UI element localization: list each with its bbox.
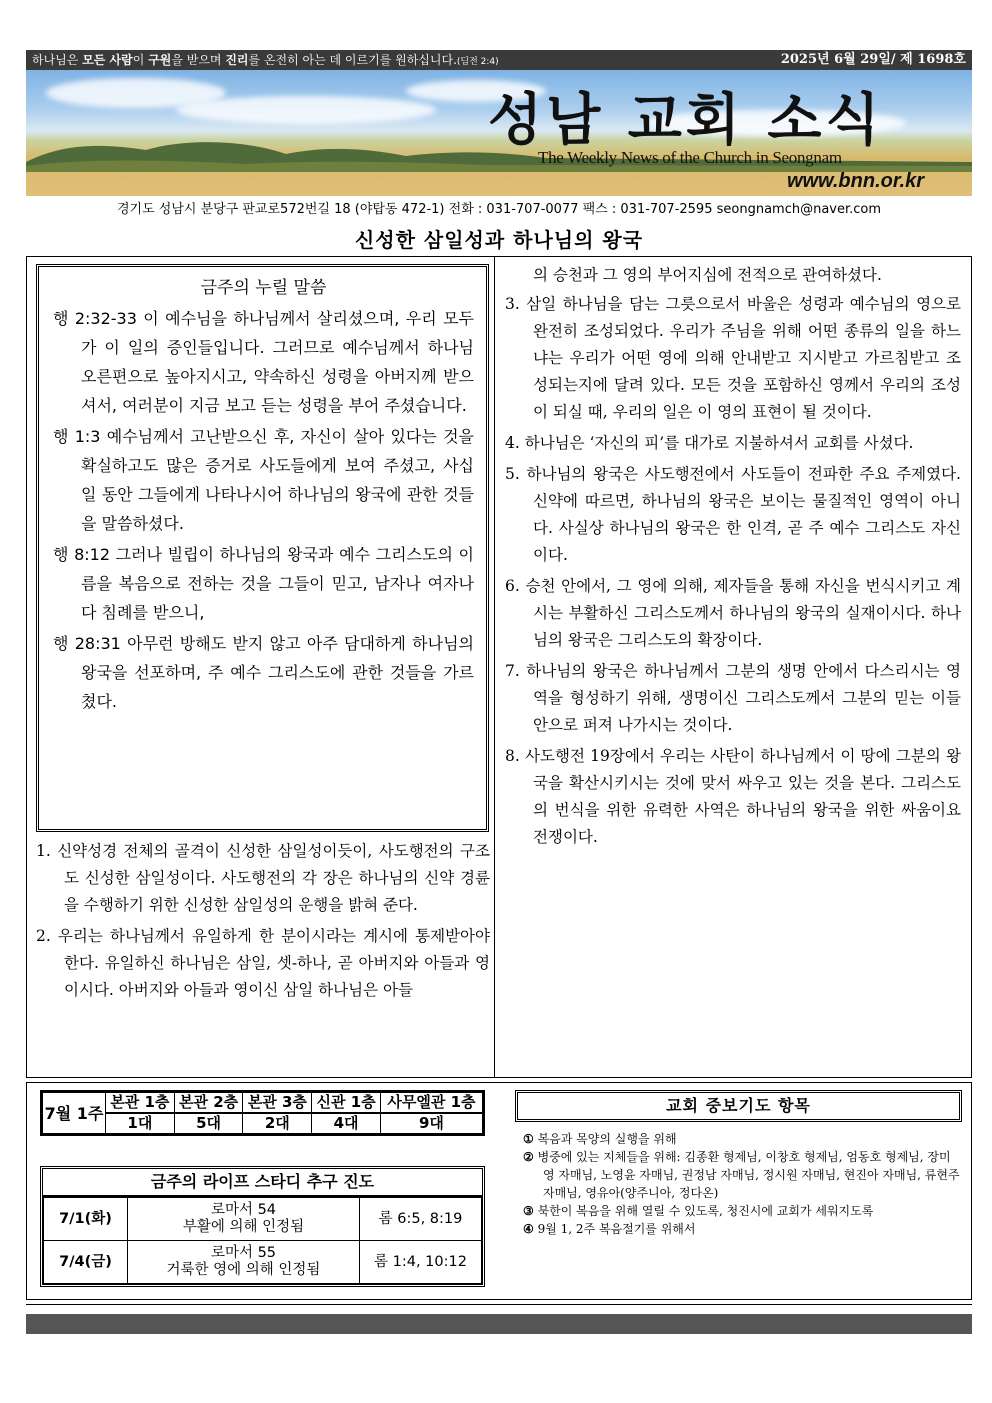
life-study-box <box>40 1166 485 1287</box>
prayer-box <box>515 1090 962 1290</box>
points-left <box>36 838 490 1008</box>
floor-value: 9대 <box>380 1113 483 1135</box>
study-date: 7/4(금) <box>44 1241 128 1284</box>
masthead-banner <box>26 70 972 196</box>
point-item: 4. 하나님은 ‘자신의 피’를 대가로 지불하셔서 교회를 사셨다. <box>505 434 914 452</box>
floor-assignment-table <box>40 1090 485 1136</box>
study-lesson: 로마서 55 거룩한 영에 의해 인정됨 <box>128 1241 360 1284</box>
verse-item: 행 2:32-33 이 예수님을 하나님께서 살리셨으며, 우리 모두가 이 일의 증인들입니다. 그러므로 예수님께서 하나님 오른편으로 높아지시고, 약속하신 성령을 아버지께 받으셔서, 여러분이 지금 보고 듣는 성령을 부어 주셨습니다. <box>53 309 474 415</box>
floor-name: 본관 2층 <box>174 1092 243 1114</box>
point-item: 5. 하나님의 왕국은 사도행전에서 사도들이 전파한 주요 주제였다. 신약에 따르면, 하나님의 왕국은 보이는 물질적인 영역이 아니다. 사실상 하나님의 왕국은 한 인격, 곧 주 예수 그리스도 자신이다. <box>505 465 961 564</box>
main-title: 신성한 삼일성과 하나님의 왕국 <box>354 228 644 252</box>
floor-name: 본관 3층 <box>243 1092 312 1114</box>
points-right <box>505 262 961 855</box>
life-study-table <box>43 1197 482 1284</box>
study-date: 7/1(화) <box>44 1198 128 1241</box>
weekly-verses-box <box>36 264 489 832</box>
study-ref: 롬 1:4, 10:12 <box>360 1241 482 1284</box>
prayer-list <box>515 1130 962 1238</box>
header-verse: 하나님은 모든 사람이 구원을 받으며 진리를 온전히 아는 데 이르기를 원하십니다.(딤전 2:4) <box>32 53 499 67</box>
point-item: 3. 삼일 하나님을 담는 그릇으로서 바울은 성령과 예수님의 영으로 완전히 조성되었다. 우리가 주님을 위해 어떤 종류의 일을 하느냐는 우리가 어떤 영에 의해 안내받고 지시받고 가르침받고 조성되는지에 달려 있다. 모든 것을 포함하신 영께서 우리의 조성이 되실 때, 우리의 일은 이 영의 표현이 될 것이다. <box>505 295 961 421</box>
top-verse-bar <box>26 50 972 70</box>
column-divider <box>494 256 495 1078</box>
life-study-title: 금주의 라이프 스타디 추구 진도 <box>43 1169 482 1197</box>
point-item: 2. 우리는 하나님께서 유일하게 한 분이시라는 계시에 통제받아야 한다. 유일하신 하나님은 삼일, 셋-하나, 곧 아버지와 아들과 영이시다. 아버지와 아들과 영이신 삼일 하나님은 아들 <box>36 927 490 999</box>
verse-item: 행 28:31 아무런 방해도 받지 않고 아주 담대하게 하나님의 왕국을 선포하며, 주 예수 그리스도에 관한 것들을 가르쳤다. <box>53 634 474 711</box>
church-address: 경기도 성남시 분당구 판교로572번길 18 (야탑동 472-1) 전화 : 031-707-0077 팩스 : 031-707-2595 seongnamch@naver.com <box>116 202 882 217</box>
study-lesson: 로마서 54 부활에 의해 인정됨 <box>128 1198 360 1241</box>
list-item: ① 복음과 목양의 실행을 위해 <box>523 1132 677 1146</box>
floor-value: 2대 <box>243 1113 312 1135</box>
floor-value: 4대 <box>312 1113 381 1135</box>
verse-item: 행 8:12 그러나 빌립이 하나님의 왕국과 예수 그리스도의 이름을 복음으로 전하는 것을 그들이 믿고, 남자나 여자나 다 침례를 받으니, <box>53 545 474 622</box>
month-label: 7월 1주 <box>42 1092 106 1135</box>
newsletter-title: 성남 교회 소식 <box>488 87 884 153</box>
verses-title: 금주의 누릴 말씀 <box>200 278 327 298</box>
newsletter-subtitle: The Weekly News of the Church in Seongnam <box>538 148 842 167</box>
table-row <box>44 1241 482 1284</box>
point-item: 1. 신약성경 전체의 골격이 신성한 삼일성이듯이, 사도행전의 구조도 신성한 삼일성이다. 사도행전의 각 장은 하나님의 신약 경륜을 수행하기 위한 신성한 삼일성의 운행을 밝혀 준다. <box>36 842 490 914</box>
floor-name: 본관 1층 <box>106 1092 175 1114</box>
list-item: ③ 북한이 복음을 위해 열릴 수 있도록, 청진시에 교회가 세워지도록 <box>523 1204 874 1218</box>
verse-item: 행 1:3 예수님께서 고난받으신 후, 자신이 살아 있다는 것을 확실하고도 많은 증거로 사도들에게 보여 주셨고, 사십 일 동안 그들에게 나타나시어 하나님의 왕국에 관한 것들을 말씀하셨다. <box>53 427 474 533</box>
prayer-title: 교회 중보기도 항목 <box>515 1090 962 1122</box>
list-item: ② 병중에 있는 지체들을 위해: 김종환 형제님, 이창호 형제님, 엄동호 형제님, 장미영 자매님, 노영윤 자매님, 권정남 자매님, 정시원 자매님, 현진아 자매님, 류현주 자매님, 영유아(양주니아, 정다온) <box>523 1150 960 1200</box>
point-item: 8. 사도행전 19장에서 우리는 사탄이 하나님께서 이 땅에 그분의 왕국을 확산시키시는 것에 맞서 싸우고 있는 것을 본다. 그리스도의 번식을 위한 유력한 사역은 하나님의 왕국을 위한 싸움이요 전쟁이다. <box>505 747 961 846</box>
point-continuation: 의 승천과 그 영의 부어지심에 전적으로 관여하셨다. <box>533 266 882 284</box>
list-item: ④ 9월 1, 2주 복음절기를 위해서 <box>523 1222 696 1236</box>
study-ref: 롬 6:5, 8:19 <box>360 1198 482 1241</box>
floor-value: 1대 <box>106 1113 175 1135</box>
point-item: 6. 승천 안에서, 그 영에 의해, 제자들을 통해 자신을 번식시키고 계시는 부활하신 그리스도께서 하나님의 왕국의 실재이시다. 하나님의 왕국은 그리스도의 확장이다. <box>505 577 961 649</box>
issue-date: 2025년 6월 29일/ 제 1698호 <box>780 52 966 67</box>
table-row <box>44 1198 482 1241</box>
footer-bar <box>26 1314 972 1334</box>
floor-name: 신관 1층 <box>312 1092 381 1114</box>
footer-rule <box>26 1304 972 1305</box>
website-link[interactable]: www.bnn.or.kr <box>786 170 924 192</box>
floor-value: 5대 <box>174 1113 243 1135</box>
floor-name: 사무엘관 1층 <box>380 1092 483 1114</box>
point-item: 7. 하나님의 왕국은 하나님께서 그분의 생명 안에서 다스리시는 영역을 형성하기 위해, 생명이신 그리스도께서 그분의 믿는 이들 안으로 퍼져 나가시는 것이다. <box>505 662 961 734</box>
